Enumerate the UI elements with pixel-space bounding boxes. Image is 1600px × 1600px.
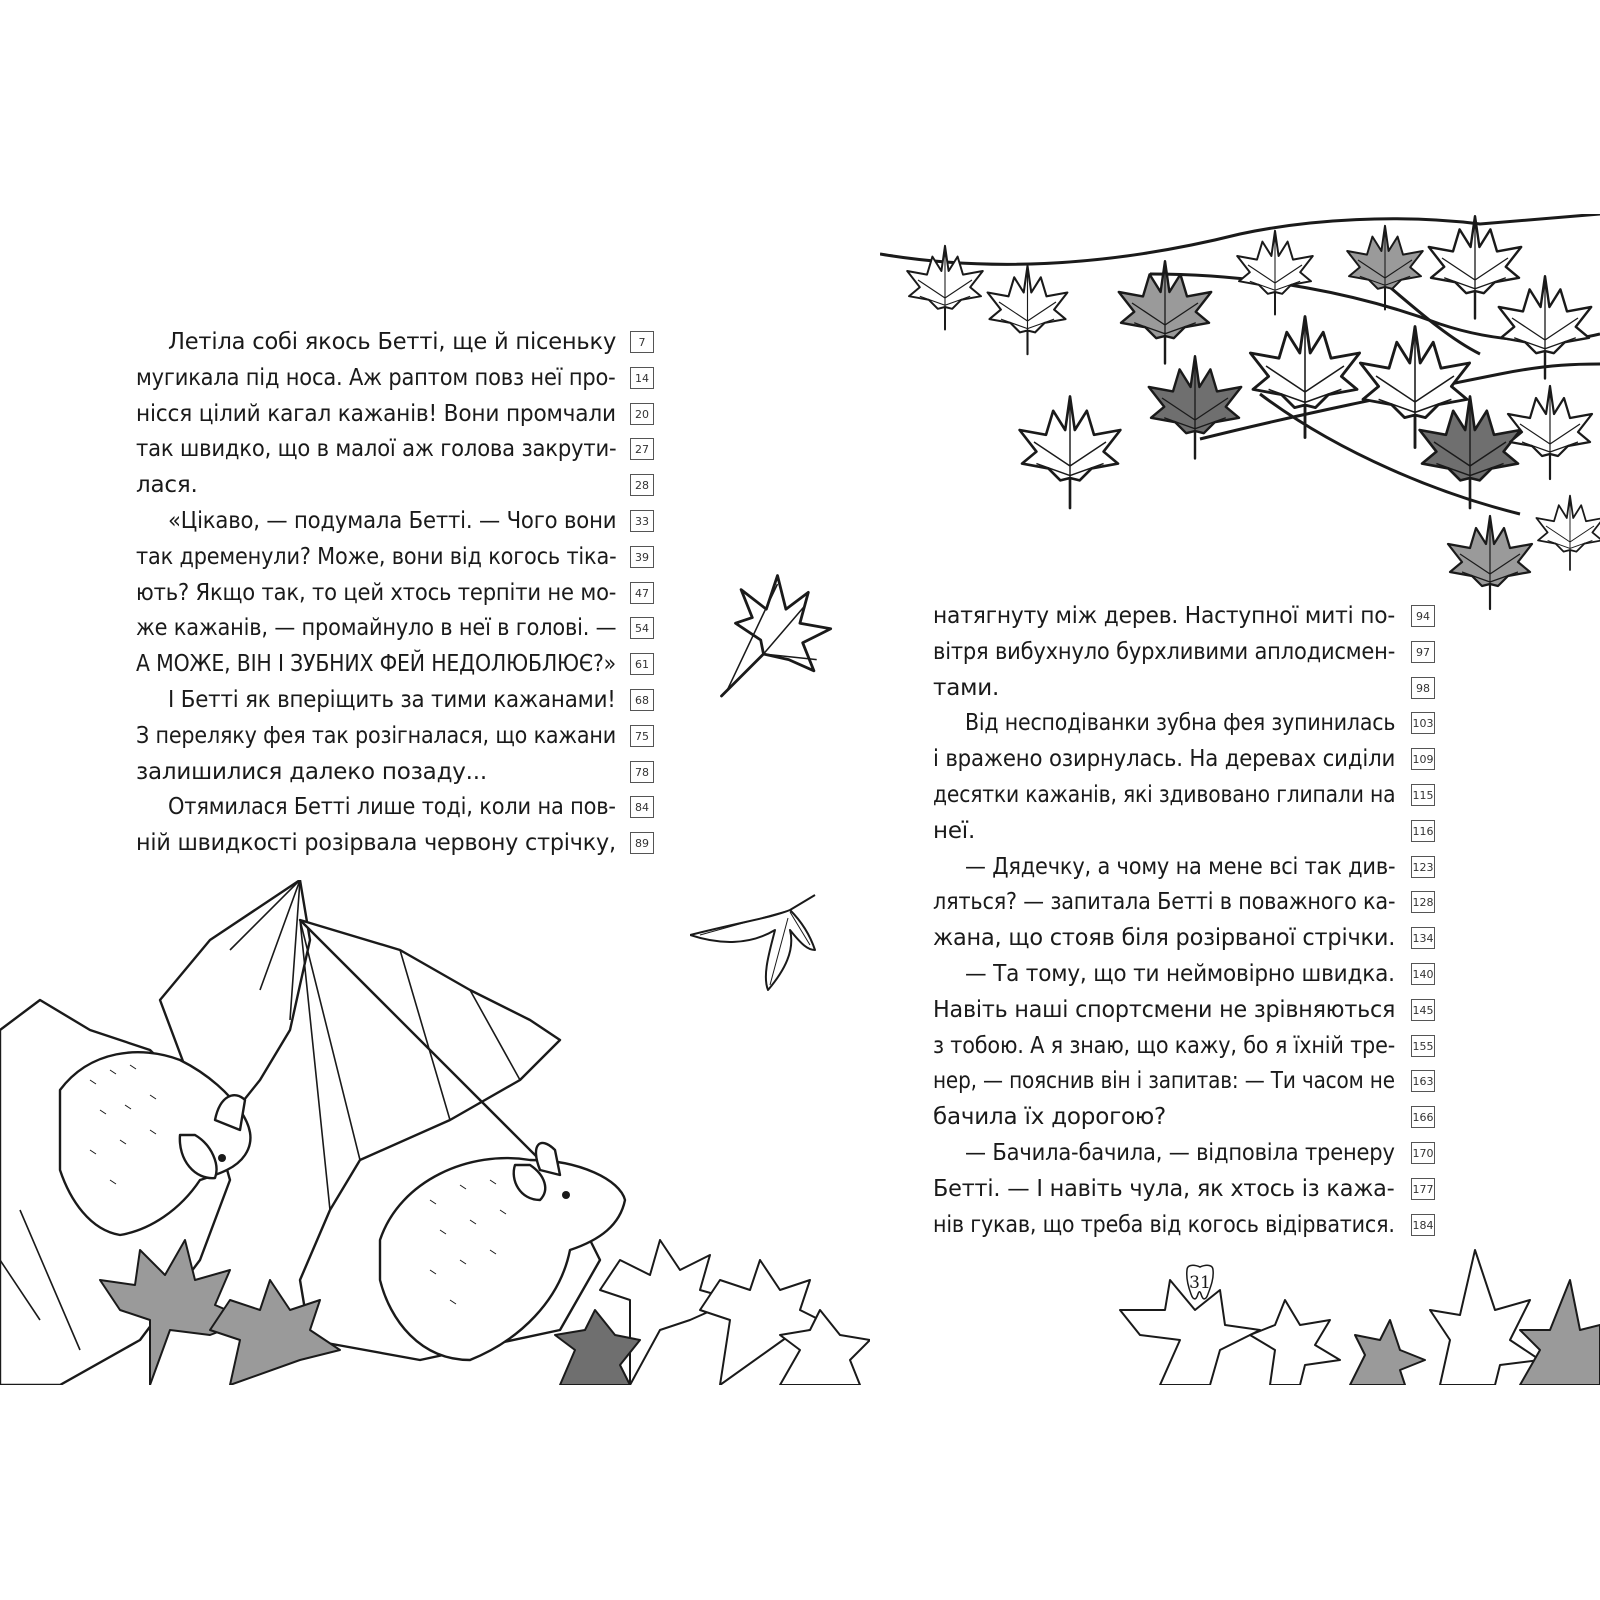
word-counter: 54 — [630, 617, 654, 639]
text-line: залишилися далеко позаду... — [136, 758, 488, 785]
word-counter: 184 — [1411, 1214, 1435, 1236]
word-counter: 97 — [1411, 641, 1435, 663]
word-counter: 47 — [630, 582, 654, 604]
text-line: ють? Якщо так, то цей хтось терпіти не мо- — [136, 579, 617, 606]
word-counter: 166 — [1411, 1106, 1435, 1128]
text-line: нер, — пояснив він і запитав: — Ти часом не — [933, 1068, 1395, 1095]
text-line: вітря вибухнуло бурхливими аплодисмен- — [933, 638, 1396, 665]
text-line: нів гукав, що треба від когось відірватися. — [933, 1211, 1395, 1238]
word-counter: 177 — [1411, 1178, 1435, 1200]
maple-branch-icon — [880, 214, 1600, 614]
text-line: Отямилася Бетті лише тоді, коли на пов- — [168, 794, 616, 821]
word-counter: 75 — [630, 725, 654, 747]
page-number — [1183, 1264, 1217, 1302]
word-counter: 61 — [630, 653, 654, 675]
word-counter: 98 — [1411, 677, 1435, 699]
text-line: з тобою. А я знаю, що кажу, бо я їхній тре- — [933, 1032, 1396, 1059]
text-line: і вражено озирнулась. На деревах сиділи — [933, 746, 1396, 773]
text-line: мугикала під носа. Аж раптом повз неї про- — [136, 364, 616, 391]
word-counter: 155 — [1411, 1035, 1435, 1057]
text-line: — Бачила-бачила, — відповіла тренеру — [965, 1140, 1395, 1166]
bats-icon — [0, 880, 870, 1385]
text-line: так швидко, що в малої аж голова закрути- — [136, 436, 617, 463]
text-line: З переляку фея так розігналася, що кажани — [136, 722, 617, 749]
text-line: тами. — [933, 674, 1000, 701]
word-counter: 20 — [630, 403, 654, 425]
leaves-icon — [1100, 1240, 1600, 1385]
text-line: лася. — [136, 472, 198, 499]
word-counter: 109 — [1411, 748, 1435, 770]
left-page-text — [136, 324, 668, 864]
word-counter: 140 — [1411, 963, 1435, 985]
text-line: бачила їх дорогою? — [933, 1104, 1167, 1131]
word-counter: 89 — [630, 832, 654, 854]
text-line: «Цікаво, — подумала Бетті. — Чого вони — [168, 508, 617, 534]
word-counter: 27 — [630, 438, 654, 460]
word-counter: 115 — [1411, 784, 1435, 806]
text-line: нісся цілий кагал кажанів! Вони промчали — [136, 400, 616, 427]
page-number-text: 31 — [1189, 1273, 1211, 1293]
word-counter: 14 — [630, 367, 654, 389]
word-counter: 116 — [1411, 820, 1435, 842]
word-counter: 123 — [1411, 856, 1435, 878]
text-line: Від несподіванки зубна фея зупинилась — [965, 710, 1396, 737]
text-line: — Дядечку, а чому на мене всі так див- — [965, 853, 1396, 880]
text-line: ляться? — запитала Бетті в поважного ка- — [933, 889, 1396, 916]
text-line: — Та тому, що ти неймовірно швидка. — [965, 961, 1395, 987]
word-counter: 94 — [1411, 605, 1435, 627]
right-page-text — [933, 598, 1463, 1246]
word-counter: 39 — [630, 546, 654, 568]
word-counter: 103 — [1411, 712, 1435, 734]
text-line: Бетті. — І навіть чула, як хтось із кажа- — [933, 1175, 1395, 1202]
word-counter: 78 — [630, 761, 654, 783]
word-counter: 7 — [630, 331, 654, 353]
text-line: Летіла собі якось Бетті, ще й пісеньку — [168, 329, 617, 355]
word-counter: 134 — [1411, 927, 1435, 949]
text-line: А МОЖЕ, ВІН І ЗУБНИХ ФЕЙ НЕДОЛЮБЛЮЄ?» — [136, 651, 617, 678]
word-counter: 145 — [1411, 999, 1435, 1021]
text-line: так дременули? Може, вони від когось тіка- — [136, 543, 617, 570]
text-line: неї. — [933, 817, 976, 844]
word-counter: 170 — [1411, 1142, 1435, 1164]
text-line: десятки кажанів, які здивовано глипали на — [933, 782, 1396, 808]
text-line: натягнуту між дерев. Наступної миті по- — [933, 603, 1396, 629]
text-line: ній швидкості розірвала червону стрічку, — [136, 830, 616, 857]
word-counter: 68 — [630, 689, 654, 711]
word-counter: 84 — [630, 796, 654, 818]
word-counter: 28 — [630, 474, 654, 496]
word-counter: 33 — [630, 510, 654, 532]
text-line: же кажанів, — промайнуло в неї в голові. — — [136, 615, 617, 642]
text-line: І Бетті як вперіщить за тими кажанами! — [168, 687, 616, 713]
word-counter: 163 — [1411, 1070, 1435, 1092]
falling-leaf-icon — [705, 570, 850, 710]
text-line: Навіть наші спортсмени не зрівняються — [933, 996, 1396, 1023]
word-counter: 128 — [1411, 891, 1435, 913]
text-line: жана, що стояв біля розірваної стрічки. — [933, 925, 1396, 952]
